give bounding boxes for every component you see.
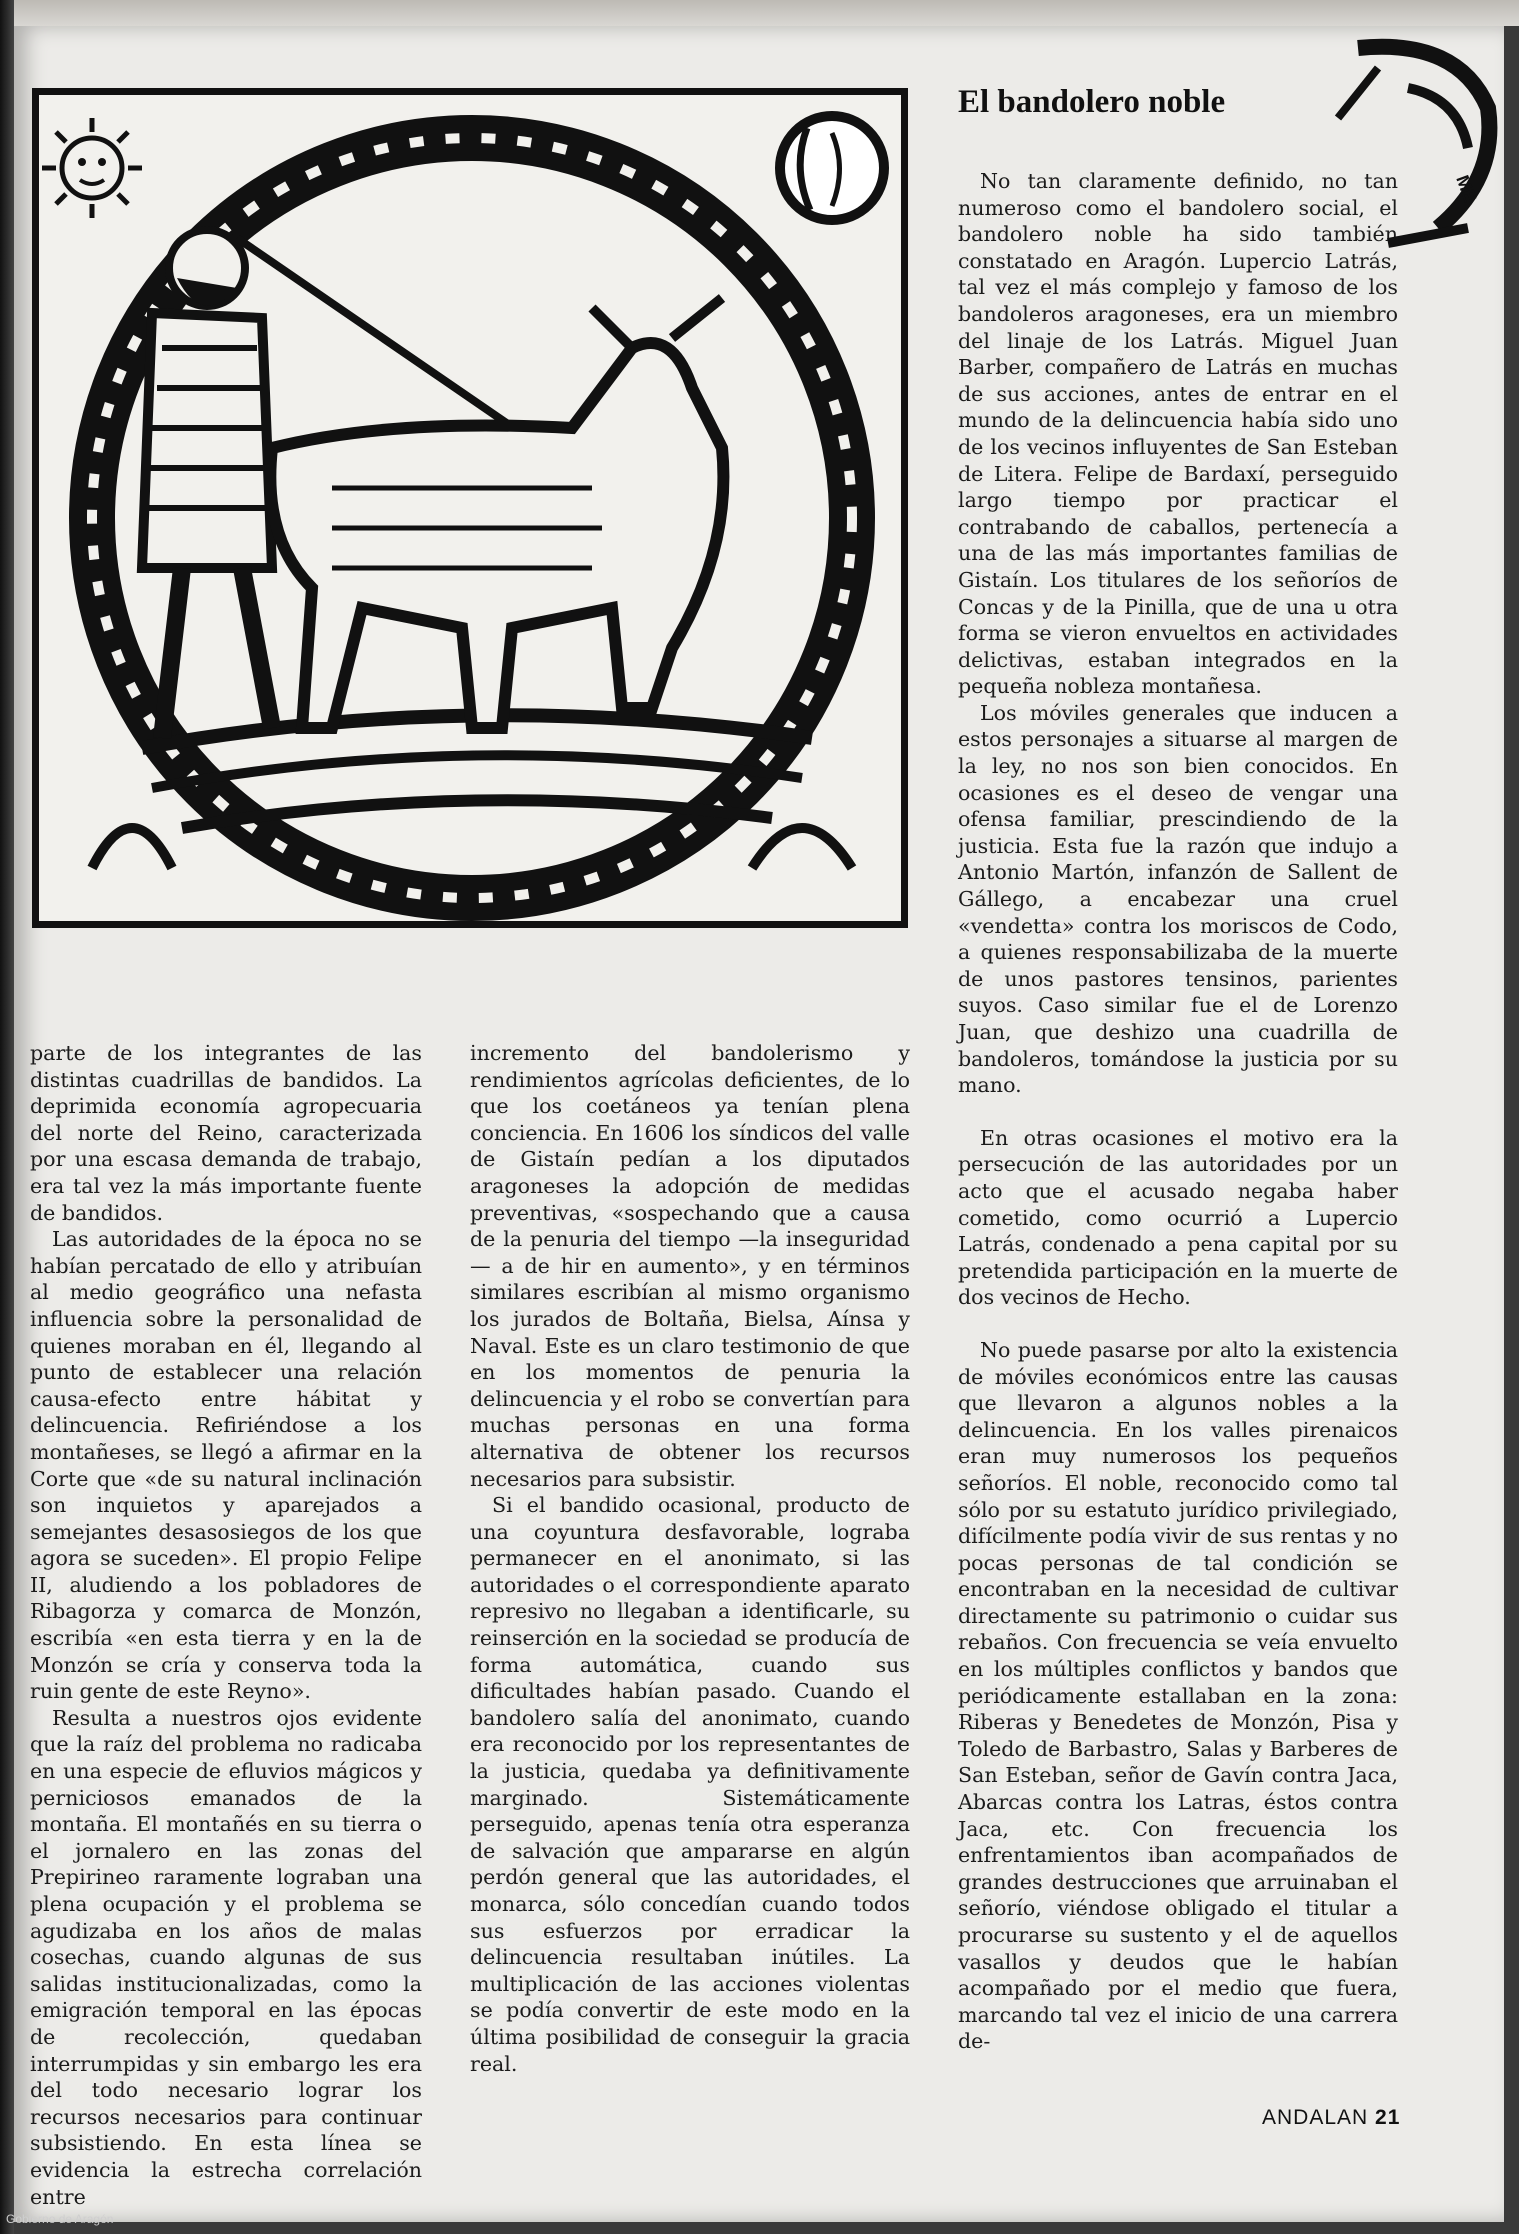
paragraph: incremento del bandolerismo y rendimientos agrícolas deficientes, de lo que los coetáneos ya tenían plena conciencia. En 1606 los síndicos del valle de Gistaín pedían a los diputados aragoneses la adopción de medidas preventivas, «sospechando que a causa de la penuria del tiempo —la inseguridad— a de hir en aumento», y en términos similares escribían al mismo organismo los jurados de Boltaña, Bielsa, Aínsa y Naval. Este es un claro testimonio de que en los momentos de penuria la delincuencia y el robo se convertían para muchas personas en una forma alternativa de obtener los recursos necesarios para subsistir. [470,1041,910,1491]
paragraph: Si el bandido ocasional, producto de una coyuntura desfavorable, lograba permanecer en el anonimato, si las autoridades o el correspondiente aparato represivo no llegaban a identificarle, su reinserción en la sociedad se producía de forma automática, cuando sus dificultades habían pasado. Cuando el bandolero salía del anonimato, cuando era reconocido por los representantes de la justicia, quedaba ya definitivamente marginado. Sistemáticamente perseguido, apenas tenía otra esperanza de salvación que ampararse en algún perdón general que las autoridades, el monarca, sólo concedían cuando todos sus esfuerzos por erradicar la delincuencia resultaban inútiles. La multiplicación de las acciones violentas se podía convertir de este modo en la última posibilidad de conseguir la gracia real. [470,1493,910,2076]
previous-page-edge [14,0,1519,26]
woodcut-illustration [32,88,908,928]
paragraph: Las autoridades de la época no se habían percatado de ello y atribuían al medio geográfico una nefasta influencia sobre la personalidad de quienes moraban en él, llegando al punto de establecer una relación causa-efecto entre hábitat y delincuencia. Refiriéndose a los montañeses, se llegó a afirmar en la Corte que «de su natural inclinación son inquietos y aparejados a semejantes desasosiegos de los que agora se suceden». El propio Felipe II, aludiendo a los pobladores de Ribagorza y comarca de Monzón, escribía «en esta tierra y en la de Monzón se cría y conserva toda la ruin gente de este Reyno». [30,1227,422,1704]
paragraph: parte de los integrantes de las distintas cuadrillas de bandidos. La deprimida economía agropecuaria del norte del Reino, caracterizada por una escasa demanda de trabajo, era tal vez la más importante fuente de bandidos. [30,1041,422,1225]
ink-stamp-icon [1318,28,1504,254]
moon-icon [780,116,884,220]
article-column-left [30,1040,422,2210]
paragraph: Resulta a nuestros ojos evidente que la raíz del problema no radicaba en una especie de efluvios mágicos y perniciosos emanados de la montaña. El montañés en su tierra o el jornalero en las zonas del Prepirineo raramente lograban una plena ocupación y el problema se agudizaba en los años de malas cosechas, cuando algunas de sus salidas institucionalizadas, como la emigración temporal en las épocas de recolección, quedaban interrumpidas y sin embargo les era del todo necesario lograr los recursos necesarios para continuar subsistiendo. En esta línea se evidencia la estrecha correlación entre [30,1705,422,2209]
book-spine [0,0,14,2234]
page-footer [1262,2106,1400,2130]
article-column-middle [470,1040,910,2077]
magazine-name: ANDALAN [1262,2106,1369,2129]
article-column-right [958,168,1398,2055]
paragraph: Los móviles generales que inducen a estos personajes a situarse al margen de la ley, no nos son bien conocidos. En ocasiones es el deseo de vengar una ofensa familiar, prescindiendo de la justicia. Esta fue la razón que indujo a Antonio Martón, infanzón de Sallent de Gállego, a encabezar una cruel «vendetta» contra los moriscos de Codo, a quienes responsabilizaba de la muerte de unos pastores tensinos, parientes suyos. Caso similar fue el de Lorenzo Juan, que deshizo una cuadrilla de bandoleros, tomándose la justicia por su mano. [958,700,1398,1098]
paragraph: No puede pasarse por alto la existencia de móviles económicos entre las causas que llevaron a algunos nobles a la delincuencia. En los valles pirenaicos eran muy numerosos los pequeños señoríos. El noble, reconocido como tal sólo por su estatuto jurídico privilegiado, difícilmente podía vivir de sus rentas y no pocas personas de tal condición se encontraban en la necesidad de cultivar directamente su patrimonio o cuidar sus rebaños. Con frecuencia se veía envuelto en los múltiples conflictos y bandos que periódicamente estallaban en la zona: Riberas y Benedetes de Monzón, Pisa y Toledo de Barbastro, Salas y Barberes de San Esteban, señor de Gavín contra Jaca, Abarcas contra los Latras, éstos contra Jaca, etc. Con frecuencia los enfrentamientos iban acompañados de grandes destrucciones que arruinaban el señorío, viéndose obligado el titular a procurarse su sustento y el de aquellos vasallos y deudos que le habían acompañado por el medio que fuera, marcando tal vez el inicio de una carrera de- [958,1337,1398,2054]
section-heading: El bandolero noble [958,84,1226,120]
watermark: Gobierno de Aragón [6,2212,114,2226]
paragraph: No tan claramente definido, no tan numeroso como el bandolero social, el bandolero noble ha sido también constatado en Aragón. Lupercio Latrás, tal vez el más complejo y famoso de los bandoleros aragoneses, era un miembro del linaje de los Latrás. Miguel Juan Barber, compañero de Latrás en muchas de sus acciones, antes de entrar en el mundo de la delincuencia había sido uno de los vecinos influyentes de San Esteban de Litera. Felipe de Bardaxí, perseguido largo tiempo por practicar el contrabando de caballos, pertenecía a una de las más importantes familias de Gistaín. Los titulares de los señoríos de Concas y de la Pinilla, que de una u otra forma se vieron envueltos en actividades delictivas, estaban integrados en la pequeña nobleza montañesa. [958,169,1398,699]
paragraph: En otras ocasiones el motivo era la persecución de las autoridades por un acto que el acusado negaba haber cometido, como ocurrió a Lupercio Latrás, condenado a pena capital por su pretendida participación en la muerte de dos vecinos de Hecho. [958,1125,1398,1310]
page-number: 21 [1375,2106,1401,2129]
stamp-text: ME [1452,172,1481,205]
